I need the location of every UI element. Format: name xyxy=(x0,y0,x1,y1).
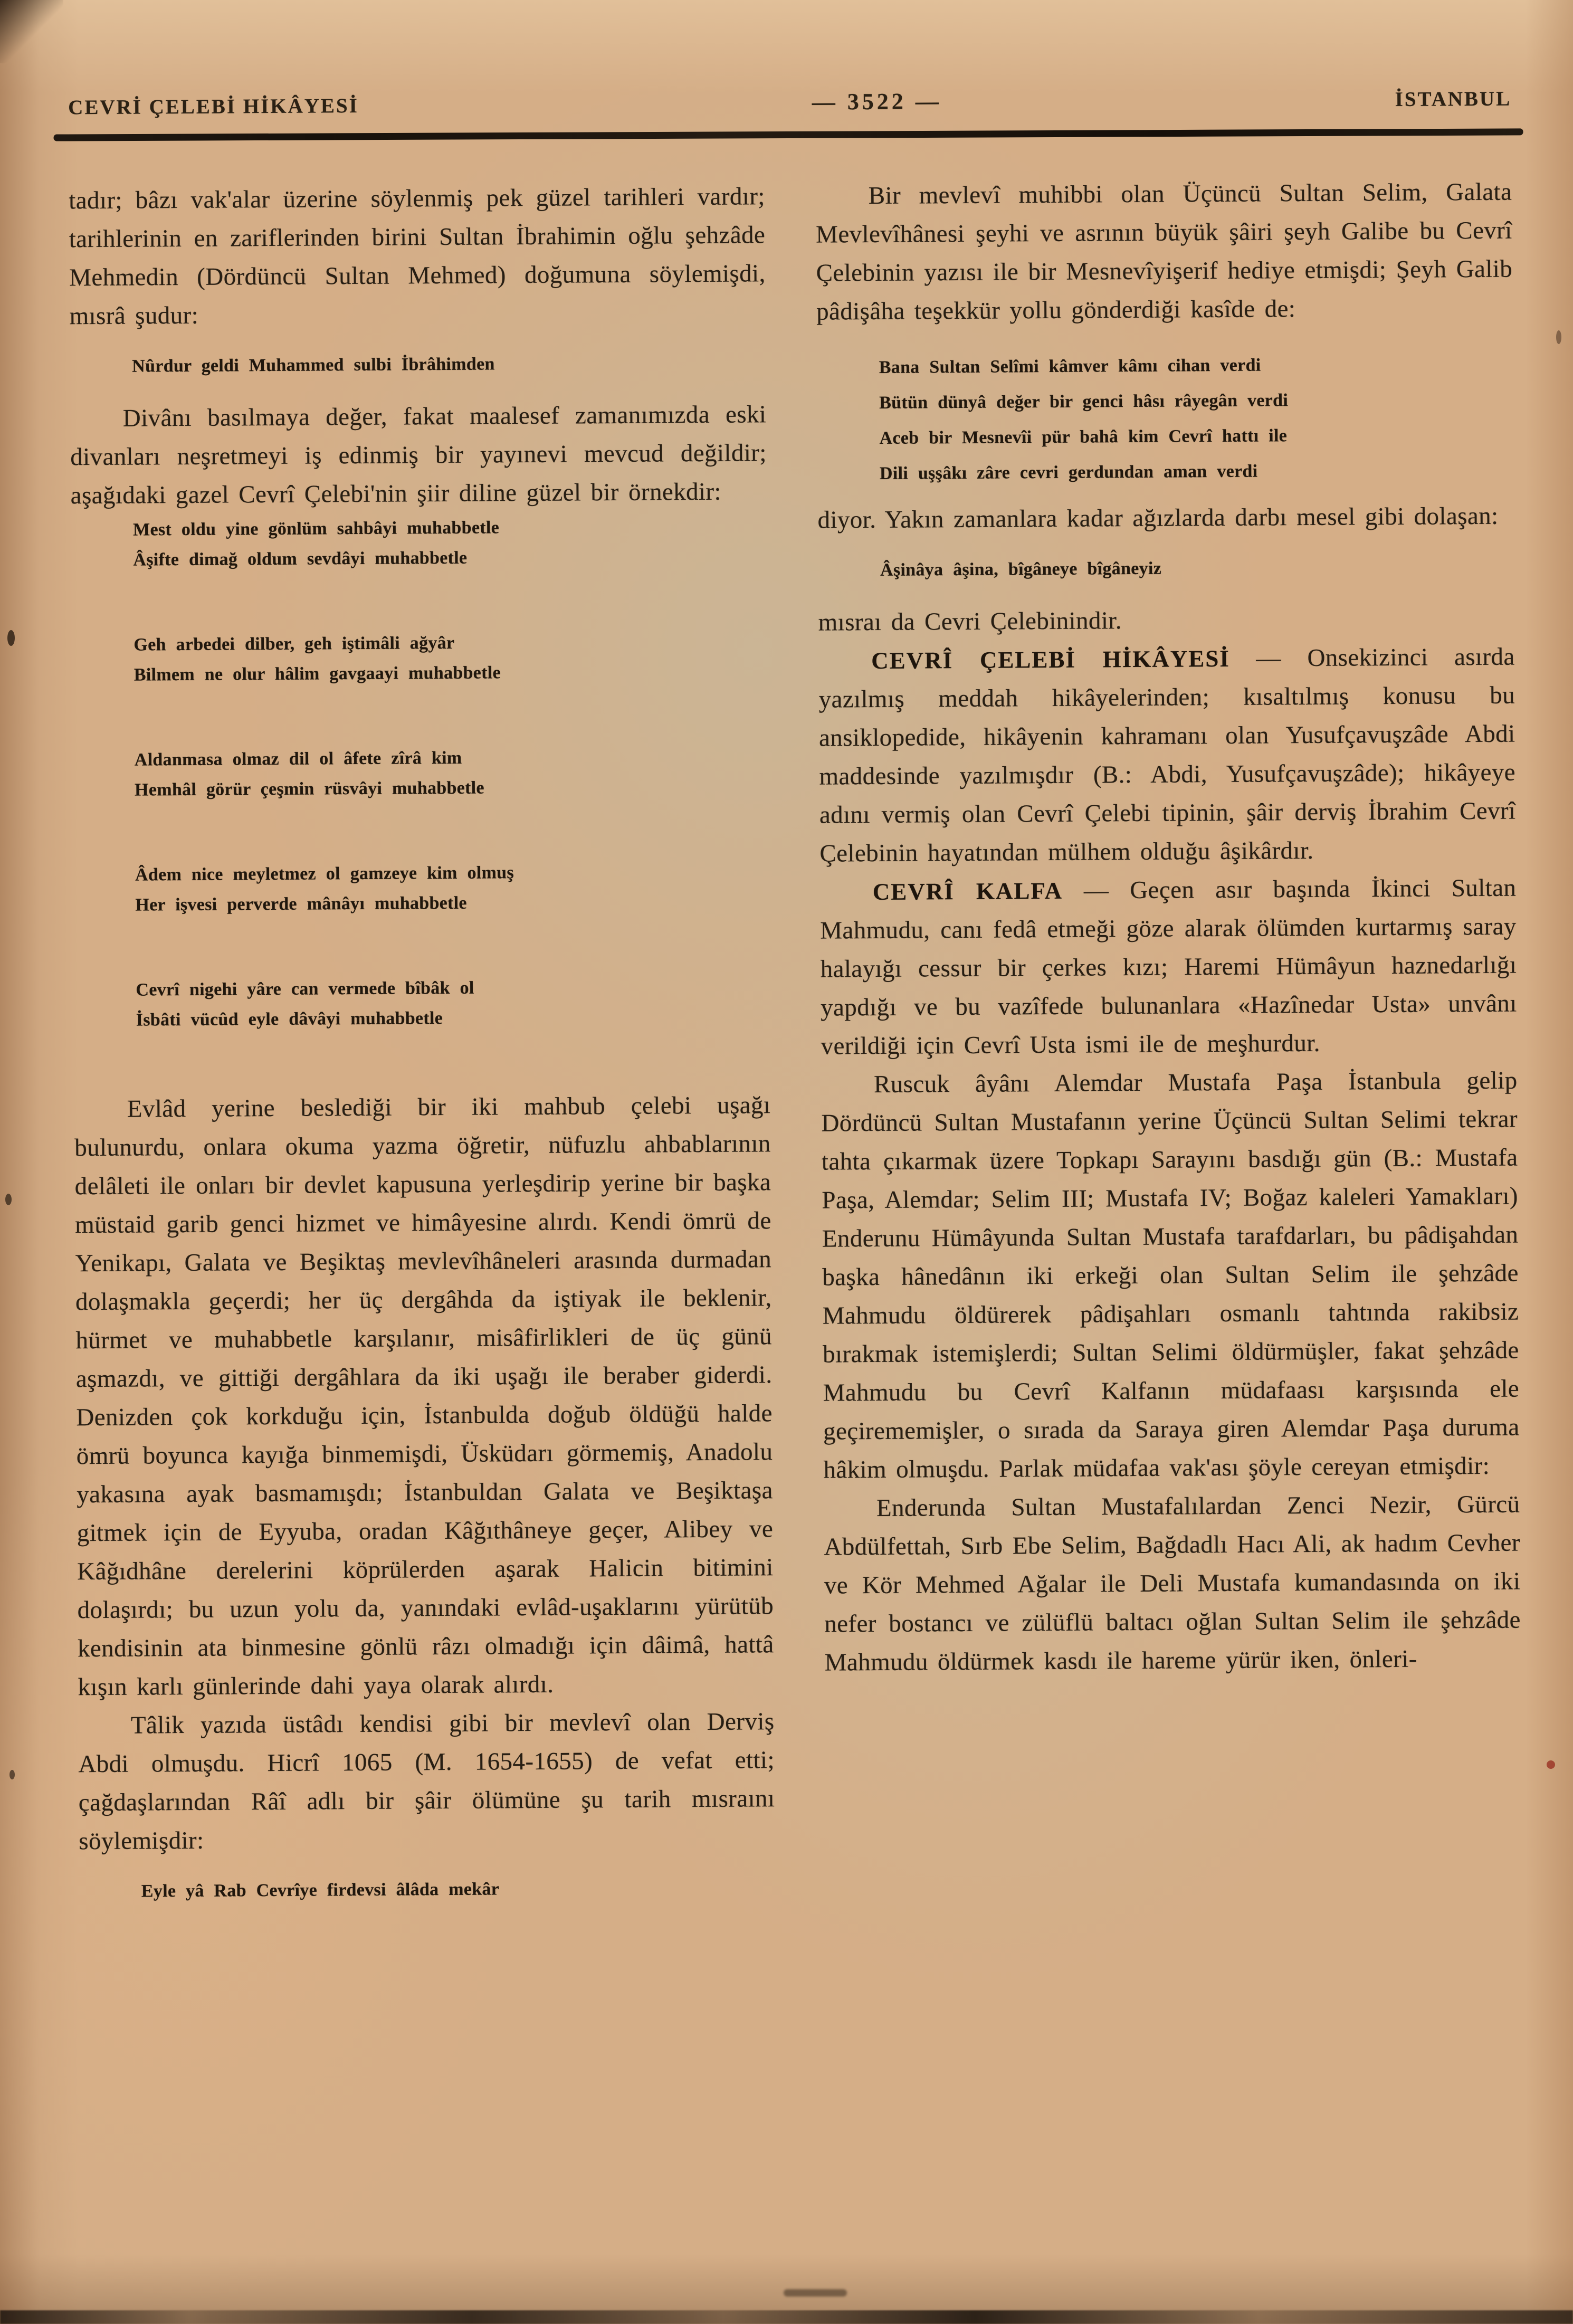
verse-group xyxy=(879,346,1514,491)
verse-line: Hemhâl görür çeşmin rüsvâyi muhabbetle xyxy=(135,778,485,800)
entry-paragraph: CEVRÎ ÇELEBİ HİKÂYESİ — Onsekizinci asırda yazılmış meddah hikâyelerinden; kısaltılmış konusu bu ansiklopedide, hikâyenin kahramanı olan Yusufçavuşzâde Abdi maddesinde yazılmışdır (B.: Abdi, Yusufçavuşzâde); hikâyeye adını vermiş olan Cevrî Çelebi tipinin, şâir derviş İbrahim Cevrî Çelebinin hayatından mülhem olduğu âşikârdır. xyxy=(818,643,1516,868)
verse-group xyxy=(135,741,769,805)
verse-line: Bilmem ne olur hâlim gavgaayi muhabbetle xyxy=(134,663,501,685)
verse-line: Eyle yâ Rab Cevrîye firdevsi âlâda mekâr xyxy=(141,1879,500,1901)
verse-line: Bana Sultan Selîmi kâmver kâmı cihan verdi xyxy=(879,355,1261,377)
verse-group xyxy=(136,971,770,1035)
verse-line: Aceb bir Mesnevîi pür bahâ kim Cevrî hattı ile xyxy=(879,426,1288,448)
verse-line: Bütün dünyâ değer bir genci hâsı râyegân verdi xyxy=(879,390,1289,413)
verse-group xyxy=(135,856,769,920)
text-columns xyxy=(1,134,1573,1925)
entry-paragraph: CEVRÎ KALFA — Geçen asır başında İkinci Sultan Mahmudu, canı fedâ etmeği göze alarak ölümden kurtarmış saray halayığı cessur bir çerkes kızı; Haremi Hümâyun haznedarlığı yapdığı ve bu vazîfede bulunanlara «Hazînedar Usta» unvânı verildiği için Cevrî Usta ismi ile de meşhurdur. xyxy=(820,874,1517,1060)
verse-line: İsbâti vücûd eyle dâvâyi muhabbetle xyxy=(136,1008,443,1030)
verse-line: Geh arbedei dilber, geh iştimâli ağyâr xyxy=(134,633,455,655)
running-title-volume: İSTANBUL xyxy=(1395,87,1512,111)
scan-edge-shadow xyxy=(0,2310,1573,2324)
verse-line: Âşifte dimağ oldum sevdâyi muhabbetle xyxy=(133,548,468,570)
running-title-article: CEVRİ ÇELEBİ HİKÂYESİ xyxy=(68,94,359,119)
entry-heading: CEVRÎ KALFA xyxy=(872,877,1063,906)
verse-line: Cevrî nigehi yâre can vermede bîbâk ol xyxy=(136,978,474,1000)
paragraph: Divânı basılmaya değer, fakat maalesef zamanımızda eski divanları neşretmeyi iş edinmiş bir yayınevi mevcud değildir; aşağıdaki gazel Cevrî Çelebi'nin şiir diline güzel bir örnekdir: xyxy=(70,401,767,510)
verse-line: Mest oldu yine gönlüm sahbâyi muhabbetle xyxy=(132,518,500,540)
paragraph: Bir mevlevî muhibbi olan Üçüncü Sultan Selim, Galata Mevlevîhânesi şeyhi ve asrının büyük şâiri şeyh Galibe bu Cevrî Çelebinin yazısı ile bir Mesnevîyişerif hediye etmişdi; Şeyh Galib pâdişâha teşekkür yollu gönderdiği kasîde de: xyxy=(816,178,1513,326)
verse-group xyxy=(134,626,768,690)
left-column xyxy=(69,177,776,1925)
verse-line: Aldanmasa olmaz dil ol âfete zîrâ kim xyxy=(134,748,462,770)
paragraph: Ruscuk âyânı Alemdar Mustafa Paşa İstanbula gelip Dördüncü Sultan Mustafanın yerine Üçüncü Sultan Selimi tekrar tahta çıkarmak üzere Topkapı Sarayını basdığı gün (B.: Mustafa Paşa, Alemdar; Selim III; Mustafa IV; Boğaz kaleleri Yamakları) Enderunu Hümâyunda Sultan Mustafa tarafdarları, bu pâdişahdan başka hânedânın iki erkeği olan Sultan Selim ile şehzâde Mahmudu öldürerek pâdişahları osmanlı tahtında rakibsiz bırakmak istemişlerdi; Sultan Selimi öldürmüşler, fakat şehzâde Mahmudu bu Cevrî Kalfanın müdafaası karşısında ele geçirememişler, o sırada da Saraya giren Alemdar Paşa duruma hâkim olmuşdu. Parlak müdafaa vak'ası şöyle cereyan etmişdir: xyxy=(821,1066,1520,1484)
verse-line: Her işvesi perverde mânâyı muhabbetle xyxy=(135,893,467,915)
verse-line: Nûrdur geldi Muhammed sulbi İbrâhimden xyxy=(132,354,495,376)
page-header xyxy=(0,0,1573,120)
paragraph: Enderunda Sultan Mustafalılardan Zenci Nezir, Gürcü Abdülfettah, Sırb Ebe Selim, Bağdadlı Hacı Ali, ak hadım Cevher ve Kör Mehmed Ağalar ile Deli Mustafa kumandasında on iki nefer bostancı ve zülüflü baltacı oğlan Sultan Selim ile şehzâde Mahmudu öldürmek kasdı ile hareme yürür iken, önleri- xyxy=(824,1490,1521,1677)
paragraph: Evlâd yerine beslediği bir iki mahbub çelebi uşağı bulunurdu, onlara okuma yazma öğretir, nüfuzlu ahbablarının delâleti ile onları bir devlet kapusuna yerleşdirip yerine bir başka müstaid garib genci hizmet ve himâyesine alırdı. Kendi ömrü de Yenikapı, Galata ve Beşiktaş mevlevîhâneleri arasında durmadan dolaşmakla geçerdi; her üç dergâhda da iştiyak ile beklenir, hürmet ve muhabbetle karşılanır, misâfirlikleri de üç günü aşmazdı, ve gittiği dergâhlara da iki uşağı ile beraber giderdi. Denizden çok korkduğu için, İstanbulda doğub öldüğü halde ömrü boyunca kayığa binmemişdi, Üsküdarı görmemiş, Anadolu yakasına ayak basmamışdı; İstanbuldan Galata ve Beşiktaşa gitmek için de Eyyuba, oradan Kâğıthâneye geçer, Alibey ve Kâğıdhâne derelerini köprülerden aşarak Halicin bitimini dolaşırdı; bu uzun yolu da, yanındaki evlâd-uşaklarını yürütüb kendisinin ata binmesine gönlü râzı olmadığı için dâimâ, hattâ kışın karlı günlerinde dahi yaya olarak alırdı. xyxy=(74,1091,774,1701)
paper-corner-shadow xyxy=(0,0,63,63)
paragraph: tadır; bâzı vak'alar üzerine söylenmiş pek güzel tarihleri vardır; tarihlerinin en zariflerinden birini Sultan İbrahimin oğlu şehzâde Mehmedin (Dördüncü Sultan Mehmed) doğumuna söylemişdi, mısrâ şudur: xyxy=(69,183,766,330)
verse-group xyxy=(133,511,767,575)
paragraph: mısraı da Cevri Çelebinindir. xyxy=(818,607,1122,636)
verse-line: Âdem nice meyletmez ol gamzeye kim olmuş xyxy=(135,863,514,885)
verse-line: Dili uşşâkı zâre cevri gerdundan aman verdi xyxy=(879,461,1258,483)
page-number: — 3522 — xyxy=(812,88,942,115)
entry-heading: CEVRÎ ÇELEBİ HİKÂYESİ xyxy=(871,645,1230,674)
verse-line: Âşinâya âşina, bîgâneye bîgâneyiz xyxy=(880,558,1162,580)
verse-group xyxy=(132,347,766,381)
verse-group xyxy=(141,1872,776,1906)
right-column xyxy=(816,173,1523,1920)
paragraph: diyor. Yakın zamanlara kadar ağızlarda darbı mesel gibi dolaşan: xyxy=(817,502,1499,534)
verse-group xyxy=(880,551,1514,585)
paragraph: Tâlik yazıda üstâdı kendisi gibi bir mevlevî olan Derviş Abdi olmuşdu. Hicrî 1065 (M. 1654-1655) de vefat etti; çağdaşlarından Râî adlı bir şâir ölümüne şu tarih mısraını söylemişdir: xyxy=(78,1708,775,1855)
